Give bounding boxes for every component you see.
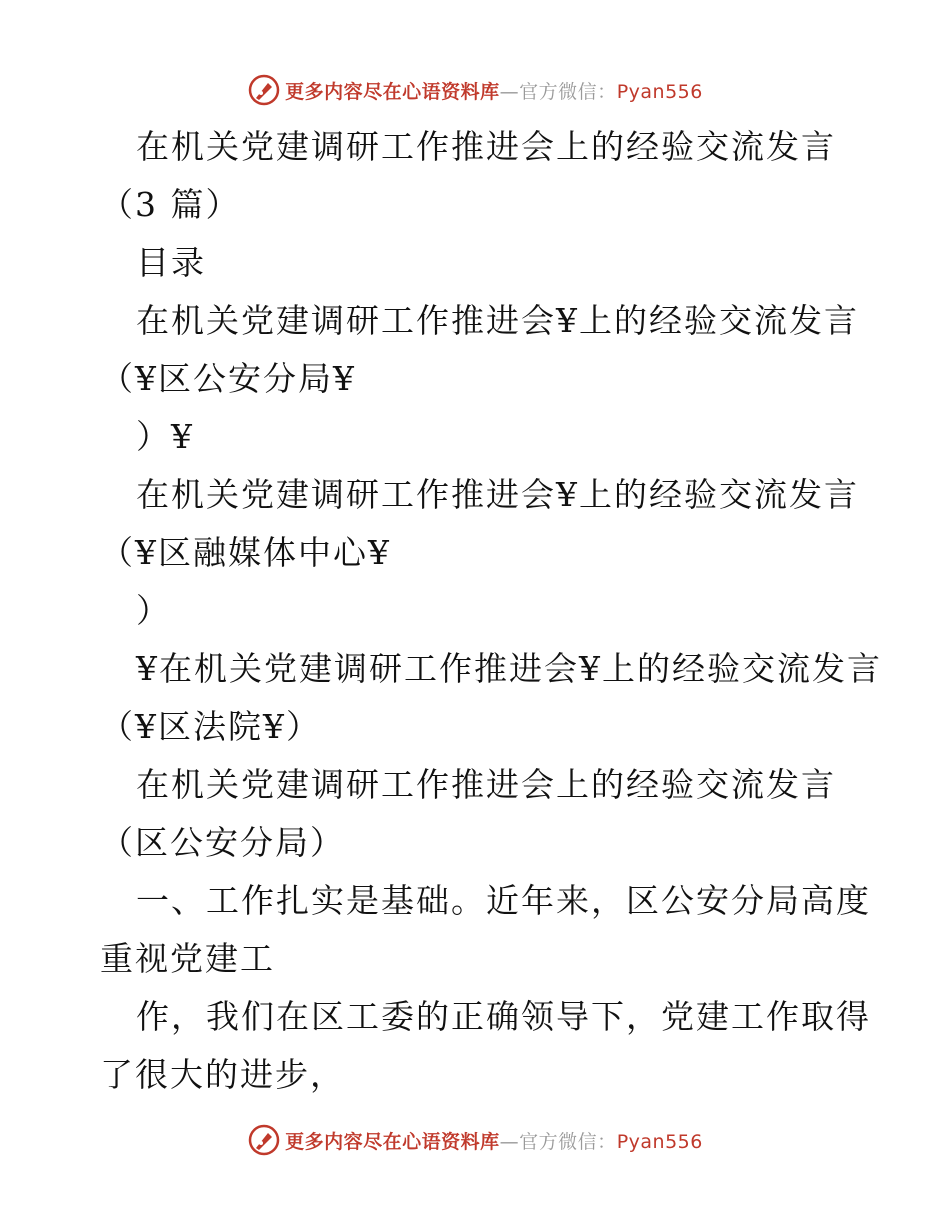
doc-title-count: （3 篇） [100, 185, 241, 224]
pen-nib-logo-icon [247, 73, 281, 107]
paragraph-line: 了很大的进步， [100, 1055, 345, 1094]
toc-item-1-close: ）¥ [136, 417, 194, 456]
pen-nib-logo-icon [247, 1123, 281, 1157]
banner-wechat-label: 官方微信： [519, 1130, 617, 1153]
banner-text [285, 77, 703, 104]
paragraph-line: 一、工作扎实是基础。近年来，区公安分局高度 [136, 881, 871, 920]
document-body [100, 118, 882, 1104]
banner-dash: — [499, 1130, 520, 1153]
banner-wechat-label: 官方微信： [519, 80, 617, 103]
banner-wechat-id: Pyan556 [616, 80, 703, 103]
footer-banner [0, 1120, 950, 1160]
header-banner [0, 70, 950, 110]
toc-item-1-title: 在机关党建调研工作推进会¥上的经验交流发言 [136, 301, 859, 340]
toc-item-2-org: （¥区融媒体中心¥ [100, 533, 391, 572]
toc-item-3-title: ¥在机关党建调研工作推进会¥上的经验交流发言 [136, 649, 882, 688]
toc-heading: 目录 [136, 243, 206, 282]
toc-item-3-org: （¥区法院¥） [100, 707, 321, 746]
paragraph-line: 作，我们在区工委的正确领导下，党建工作取得 [136, 997, 871, 1036]
banner-wechat-id: Pyan556 [616, 1130, 703, 1153]
doc-title: 在机关党建调研工作推进会上的经验交流发言 [136, 127, 836, 166]
banner-text [285, 1127, 703, 1154]
banner-brand: 更多内容尽在心语资料库 [285, 80, 500, 103]
toc-item-2-close: ） [136, 591, 171, 630]
banner-dash: — [499, 80, 520, 103]
paragraph-line: 重视党建工 [100, 939, 275, 978]
toc-item-2-title: 在机关党建调研工作推进会¥上的经验交流发言 [136, 475, 859, 514]
section-org: （区公安分局） [100, 823, 345, 862]
banner-brand: 更多内容尽在心语资料库 [285, 1130, 500, 1153]
toc-item-1-org: （¥区公安分局¥ [100, 359, 356, 398]
section-title: 在机关党建调研工作推进会上的经验交流发言 [136, 765, 836, 804]
